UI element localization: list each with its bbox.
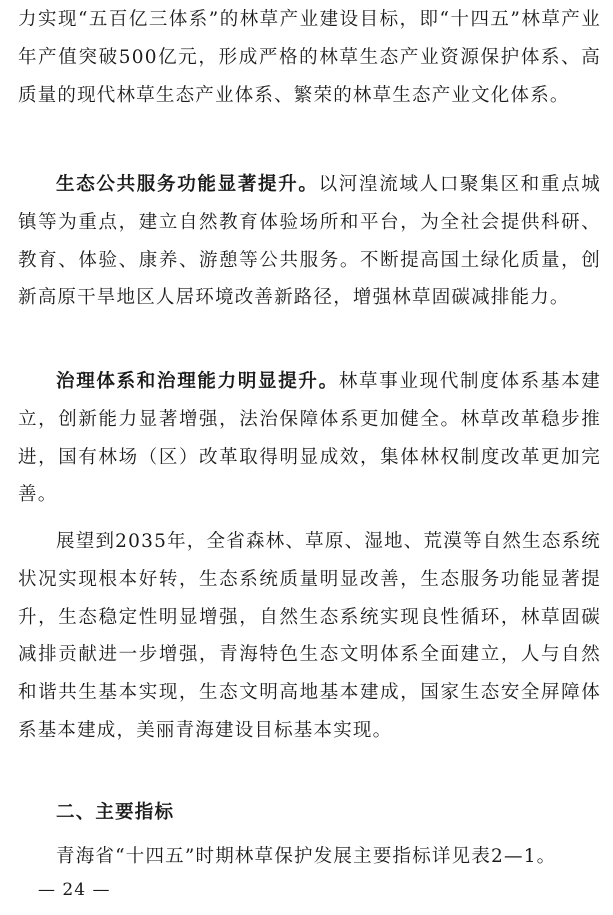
paragraph-text: 青海省“十四五”时期林草保护发展主要指标详见表2—1。 — [56, 846, 557, 867]
paragraph-industry-goal — [18, 1, 601, 114]
paragraph-public-service — [18, 166, 601, 317]
paragraph-text: 力实现“五百亿三体系”的林草产业建设目标，即“十四五”林草产业年产值突破500亿元，形成严格的林草生态产业资源保护体系、高质量的现代林草生态产业体系、繁荣的林草生态产业文化体系。 — [18, 9, 601, 106]
paragraph-text: 林草事业现代制度体系基本建立，创新能力显著增强，法治保障体系更加健全。林草改革稳步推进，国有林场（区）改革取得明显成效，集体林权制度改革更加完善。 — [18, 371, 601, 506]
paragraph-lead-heading: 治理体系和治理能力明显提升。 — [56, 371, 339, 392]
paragraph-text: 以河湟流域人口聚集区和重点城镇等为重点，建立自然教育体验场所和平台，为全社会提供科研、教育、体验、康养、游憩等公共服务。不断提高国土绿化质量，创新高原干旱地区人居环境改善新路径，增强林草固碳减排能力。 — [18, 174, 601, 309]
paragraph-lead-heading: 生态公共服务功能显著提升。 — [56, 174, 319, 195]
paragraph-outlook-2035 — [18, 523, 601, 750]
page-number: — 24 — — [38, 880, 111, 900]
paragraph-indicator-reference — [18, 838, 601, 876]
paragraph-text: 展望到2035年，全省森林、草原、湿地、荒漠等自然生态系统状况实现根本好转，生态系统质量明显改善，生态服务功能显著提升，生态稳定性明显增强，自然生态系统实现良性循环，林草固碳减排贡献进一步增强，青海特色生态文明体系全面建立，人与自然和谐共生基本实现，生态文明高地基本建成，国家生态安全屏障体系基本建成，美丽青海建设目标基本实现。 — [18, 531, 601, 741]
paragraph-governance — [18, 363, 601, 514]
section-heading: 二、主要指标 — [56, 802, 175, 823]
